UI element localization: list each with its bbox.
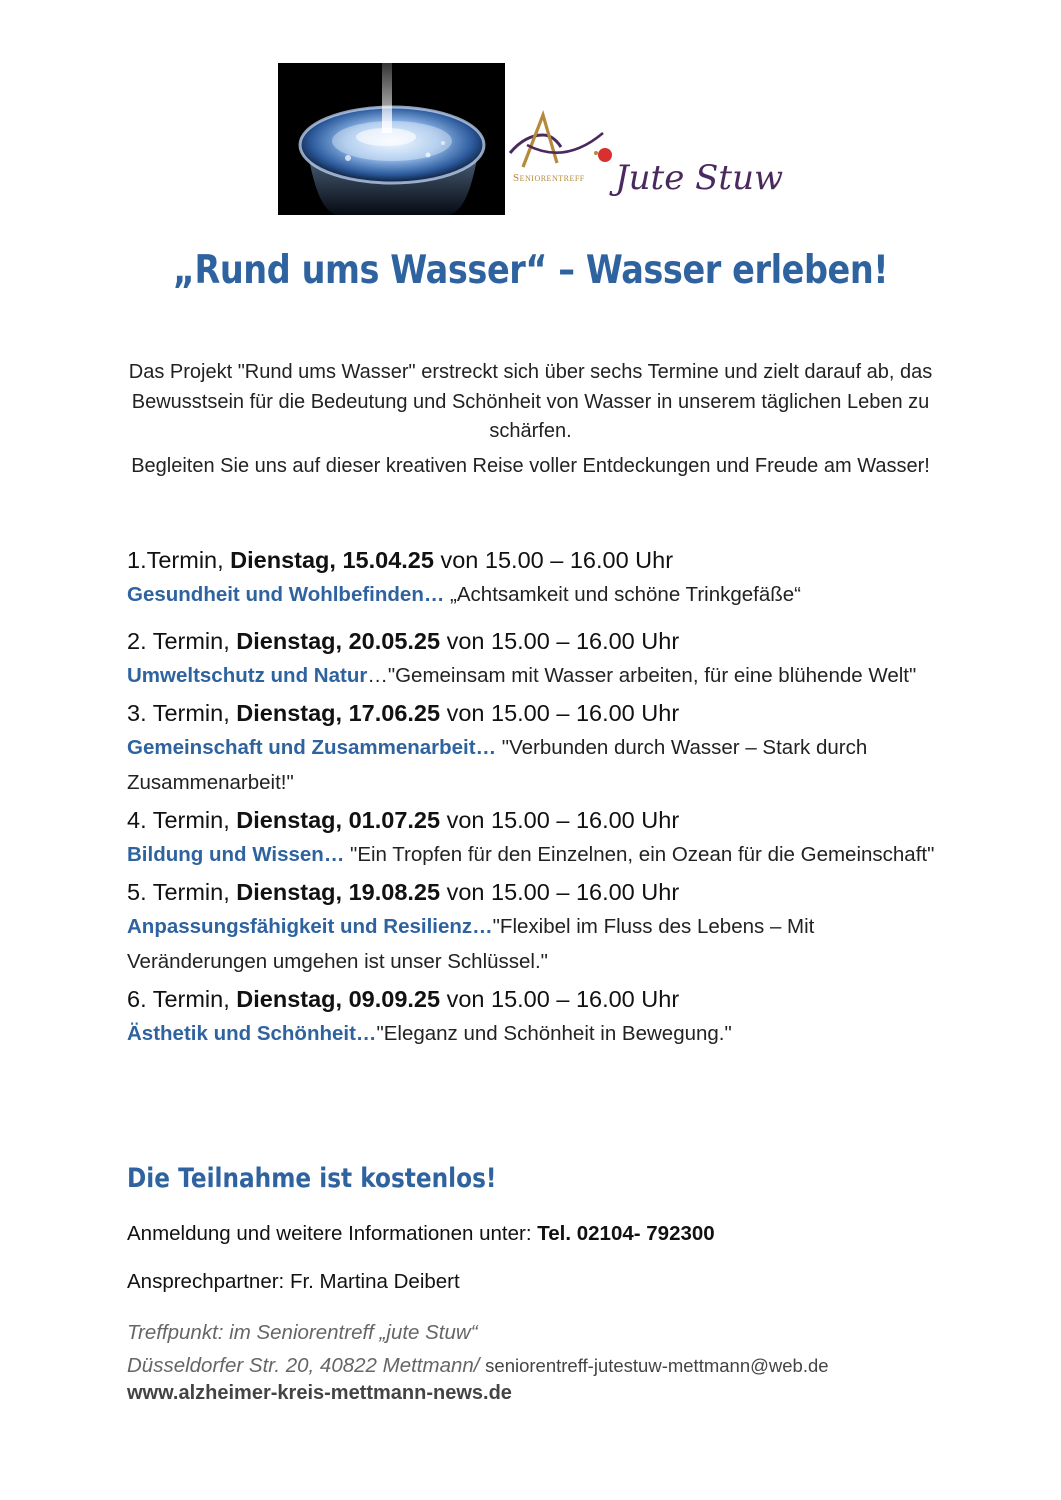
appointment-heading: 5. Termin, Dienstag, 19.08.25 von 15.00 – 16.00 Uhr (127, 879, 680, 905)
appointment-list (127, 543, 947, 1054)
website-link[interactable]: www.alzheimer-kreis-mettmann-news.de (127, 1382, 512, 1404)
appointment-heading: 1.Termin, Dienstag, 15.04.25 von 15.00 – 16.00 Uhr (127, 547, 674, 573)
meeting-point-line: Treffpunkt: im Seniorentreff „jute Stuw“ (127, 1321, 478, 1344)
appointment-item (127, 696, 947, 800)
appointment-description: Gesundheit und Wohlbefinden… „Achtsamkeit und schöne Trinkgefäße“ (127, 583, 801, 606)
appointment-heading: 6. Termin, Dienstag, 09.09.25 von 15.00 – 16.00 Uhr (127, 986, 680, 1012)
contact-person: Ansprechpartner: Fr. Martina Deibert (127, 1270, 460, 1293)
water-glass-photo (278, 63, 505, 215)
intro-text (110, 358, 951, 483)
appointment-description: Bildung und Wissen… "Ein Tropfen für den Einzelnen, ein Ozean für die Gemeinschaft" (127, 843, 935, 866)
logo (505, 105, 795, 220)
appointment-item (127, 803, 947, 872)
email-address: seniorentreff-jutestuw-mettmann@web.de (485, 1355, 829, 1376)
registration-info: Anmeldung und weitere Informationen unter: Tel. 02104- 792300 (127, 1222, 715, 1245)
appointment-description: Gemeinschaft und Zusammenarbeit… "Verbunden durch Wasser – Stark durch Zusammenarbeit!" (127, 736, 868, 794)
appointment-heading: 4. Termin, Dienstag, 01.07.25 von 15.00 – 16.00 Uhr (127, 807, 680, 833)
appointment-item (127, 543, 947, 612)
intro-paragraph-2: Begleiten Sie uns auf dieser kreativen Reise voller Entdeckungen und Freude am Wasser! (131, 454, 930, 477)
appointment-description: Ästhetik und Schönheit…"Eleganz und Schönheit in Bewegung." (127, 1022, 732, 1045)
meeting-address: Düsseldorfer Str. 20, 40822 Mettmann/ seniorentreff-jutestuw-mettmann@web.de (127, 1354, 829, 1377)
phone-number: Tel. 02104- 792300 (537, 1222, 715, 1245)
page-title: „Rund ums Wasser“ – Wasser erleben! (172, 248, 889, 293)
appointment-description: Anpassungsfähigkeit und Resilienz…"Flexibel im Fluss des Lebens – Mit Veränderungen umgehen ist unser Schlüssel." (127, 915, 815, 973)
appointment-item (127, 624, 947, 693)
logo-script-text: Jute Stuw (615, 158, 784, 198)
appointment-item (127, 982, 947, 1051)
appointment-description: Umweltschutz und Natur…"Gemeinsam mit Wasser arbeiten, für eine blühende Welt" (127, 664, 917, 687)
free-participation-note: Die Teilnahme ist kostenlos! (127, 1163, 497, 1194)
meeting-point (127, 1316, 829, 1382)
appointment-item (127, 875, 947, 979)
appointment-heading: 3. Termin, Dienstag, 17.06.25 von 15.00 – 16.00 Uhr (127, 700, 680, 726)
logo-small-text: Seniorentreff (513, 172, 585, 184)
intro-paragraph-1: Das Projekt "Rund ums Wasser" erstreckt sich über sechs Termine und zielt darauf ab, das Bewusstsein für die Bedeutung und Schönheit von Wasser in unserem täglichen Leben zu schärfen. (128, 361, 933, 442)
appointment-heading: 2. Termin, Dienstag, 20.05.25 von 15.00 – 16.00 Uhr (127, 628, 680, 654)
